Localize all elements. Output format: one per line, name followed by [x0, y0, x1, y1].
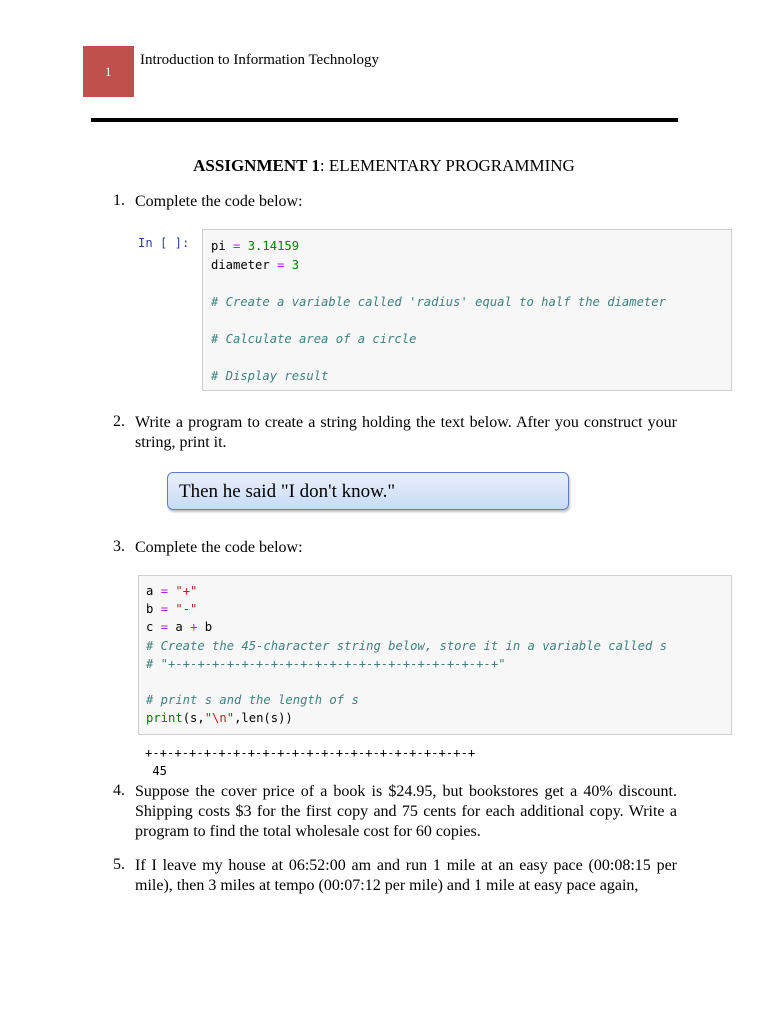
question-text: Complete the code below: — [135, 539, 303, 556]
code-output — [145, 744, 475, 780]
header-rule — [91, 118, 678, 122]
code-cell-1-content: pi = 3.14159 diameter = 3 # Create a variable called 'radius' equal to half the diameter # Calculate area of a circle # Display result — [211, 239, 666, 383]
quote-text: Then he said "I don't know." — [179, 481, 396, 502]
question-number: 4. — [113, 782, 125, 799]
question-text: Write a program to create a string holding the text below. After you construct your string, print it. — [135, 414, 677, 451]
output-line: +-+-+-+-+-+-+-+-+-+-+-+-+-+-+-+-+-+-+-+-+-+-+ — [145, 746, 476, 760]
question-number: 5. — [113, 856, 125, 873]
question-number: 1. — [113, 192, 125, 209]
assignment-subtitle: : ELEMENTARY PROGRAMMING — [319, 156, 575, 175]
assignment-title — [0, 156, 768, 176]
code-cell-1[interactable] — [202, 229, 732, 391]
quote-box — [167, 472, 569, 510]
question-number: 3. — [113, 538, 125, 555]
code-cell-2-content: a = "+" b = "-" c = a + b # Create the 45-character string below, store it in a variable called s # "+-+-+-+-+-+-+-+-+-+-+-+-+-+-+-+-+-+-+-+-+-+-+" # print s and the length of s print(s,"\n",len(s)) — [146, 584, 667, 726]
question-text: Complete the code below: — [135, 193, 303, 210]
assignment-label: ASSIGNMENT 1 — [193, 156, 320, 175]
page-number: 1 — [105, 64, 112, 79]
question-text: Suppose the cover price of a book is $24.95, but bookstores get a 40% discount. Shipping costs $3 for the first copy and 75 cents for each additional copy. Write a program to find the total wholesale cost for 60 copies. — [135, 783, 677, 840]
output-line: 45 — [145, 764, 168, 778]
cell-prompt: In [ ]: — [138, 236, 190, 250]
code-cell-2[interactable] — [138, 575, 732, 735]
question-text: If I leave my house at 06:52:00 am and run 1 mile at an easy pace (00:08:15 per mile), then 3 miles at tempo (00:07:12 per mile) and 1 mile at easy pace again, — [135, 857, 677, 894]
header-title: Introduction to Information Technology — [140, 52, 380, 68]
question-number: 2. — [113, 413, 125, 430]
page-number-box — [83, 46, 134, 97]
